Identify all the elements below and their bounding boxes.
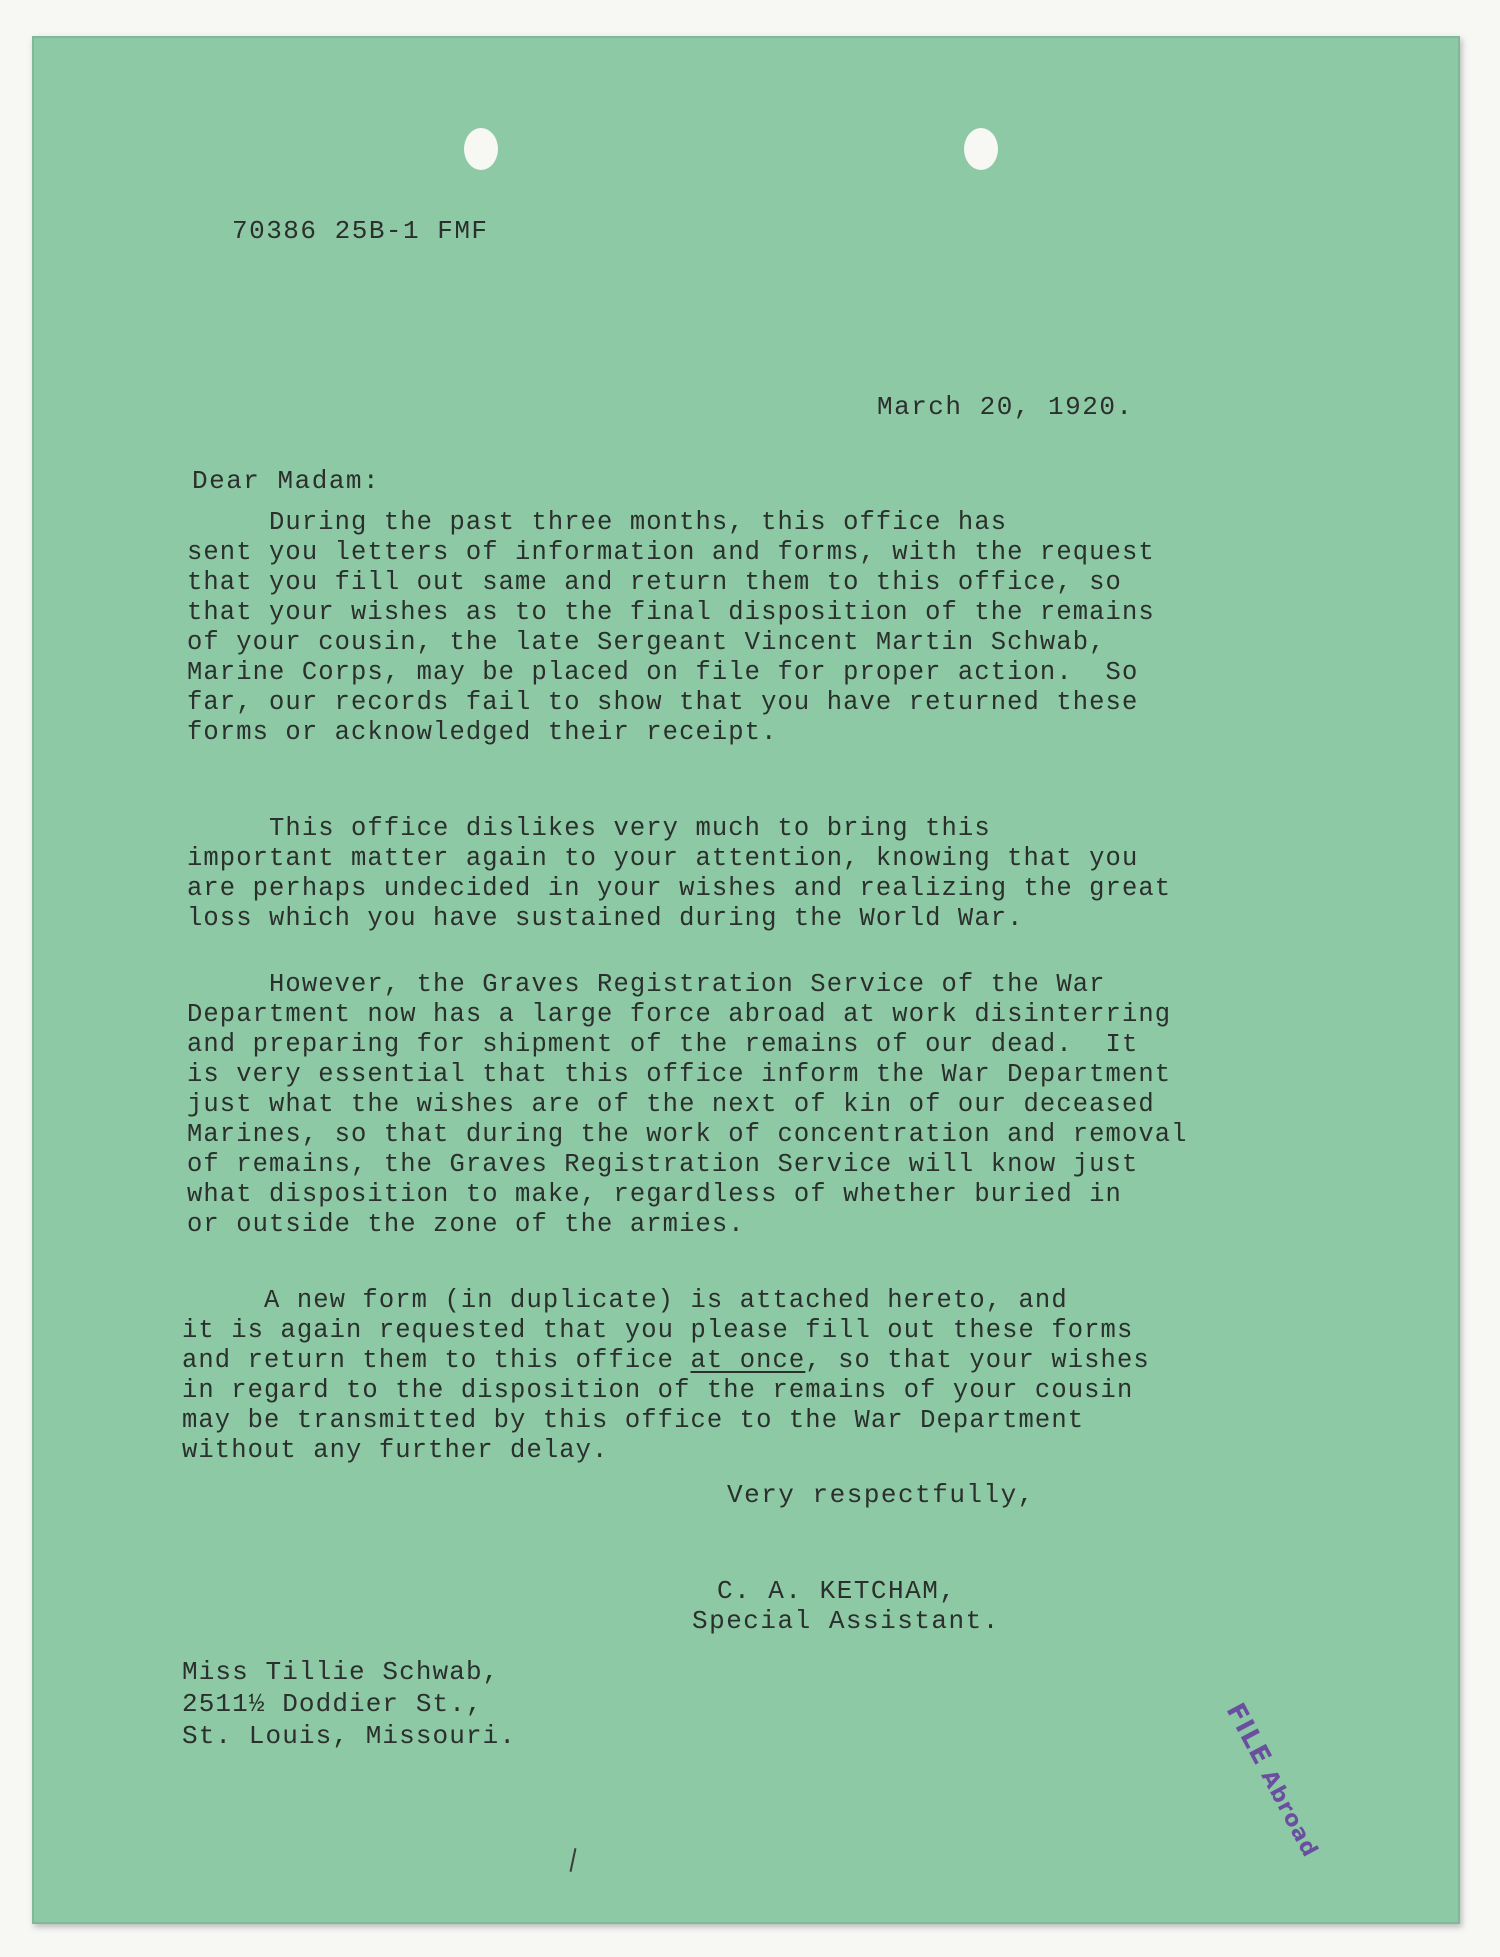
paragraph-2: [187, 814, 1171, 934]
paragraph-line: that you fill out same and return them to this office, so: [187, 568, 1122, 597]
line-text-before: and return them to this office: [182, 1346, 691, 1375]
paragraph-line: and preparing for shipment of the remains of our dead. It: [187, 1030, 1139, 1059]
paragraph-line: forms or acknowledged their receipt.: [187, 718, 778, 747]
paragraph-line: is very essential that this office inform the War Department: [187, 1060, 1172, 1089]
paragraph-line: However, the Graves Registration Service of the War: [187, 970, 1106, 999]
signer-title: Special Assistant.: [692, 1606, 1000, 1636]
paragraph-4: [182, 1286, 1150, 1466]
salutation: Dear Madam:: [192, 466, 381, 496]
paragraph-line: what disposition to make, regardless of whether buried in: [187, 1180, 1122, 1209]
paragraph-line: [182, 1346, 1150, 1376]
address-line: 2511½ Doddier St.,: [182, 1689, 483, 1719]
paragraph-line: or outside the zone of the armies.: [187, 1210, 745, 1239]
paragraph-line: Marine Corps, may be placed on file for proper action. So: [187, 658, 1139, 687]
underlined-at-once: at once: [690, 1346, 806, 1375]
paragraph-line: in regard to the disposition of the remains of your cousin: [182, 1376, 1134, 1405]
paragraph-line: may be transmitted by this office to the War Department: [182, 1406, 1085, 1435]
paragraph-3: [187, 970, 1188, 1240]
paragraph-line: are perhaps undecided in your wishes and realizing the great: [187, 874, 1172, 903]
punch-hole-left: [464, 128, 498, 170]
paragraph-line: important matter again to your attention, knowing that you: [187, 844, 1139, 873]
paragraph-line: of your cousin, the late Sergeant Vincent Martin Schwab,: [187, 628, 1106, 657]
paragraph-line: Department now has a large force abroad at work disinterring: [187, 1000, 1172, 1029]
paragraph-line: A new form (in duplicate) is attached hereto, and: [182, 1286, 1068, 1315]
file-reference: 70386 25B-1 FMF: [232, 216, 489, 246]
line-text-after: , so that your wishes: [805, 1346, 1150, 1375]
paragraph-line: without any further delay.: [182, 1436, 609, 1465]
stamp-word-abroad: Abroad: [1255, 1765, 1323, 1862]
recipient-address: [182, 1656, 516, 1752]
paragraph-line: Marines, so that during the work of concentration and removal: [187, 1120, 1188, 1149]
signer-name: C. A. KETCHAM,: [717, 1576, 957, 1606]
letter-date: March 20, 1920.: [877, 392, 1134, 422]
paragraph-line: of remains, the Graves Registration Service will know just: [187, 1150, 1139, 1179]
closing: Very respectfully,: [727, 1480, 1035, 1510]
paragraph-line: just what the wishes are of the next of kin of our deceased: [187, 1090, 1155, 1119]
paragraph-line: loss which you have sustained during the World War.: [187, 904, 1024, 933]
paragraph-line: sent you letters of information and forms, with the request: [187, 538, 1155, 567]
file-abroad-stamp: [1181, 1656, 1348, 1874]
paragraph-line: During the past three months, this office has: [187, 508, 1008, 537]
punch-hole-right: [964, 128, 998, 170]
ink-mark: [570, 1848, 577, 1872]
letter-sheet: [32, 36, 1460, 1924]
paragraph-line: it is again requested that you please fill out these forms: [182, 1316, 1134, 1345]
paragraph-line: far, our records fail to show that you have returned these: [187, 688, 1139, 717]
paragraph-line: This office dislikes very much to bring this: [187, 814, 991, 843]
paragraph-1: [187, 508, 1155, 748]
stamp-word-file: FILE: [1219, 1698, 1278, 1771]
address-line: St. Louis, Missouri.: [182, 1721, 517, 1751]
address-line: Miss Tillie Schwab,: [182, 1657, 500, 1687]
paragraph-line: that your wishes as to the final disposition of the remains: [187, 598, 1155, 627]
